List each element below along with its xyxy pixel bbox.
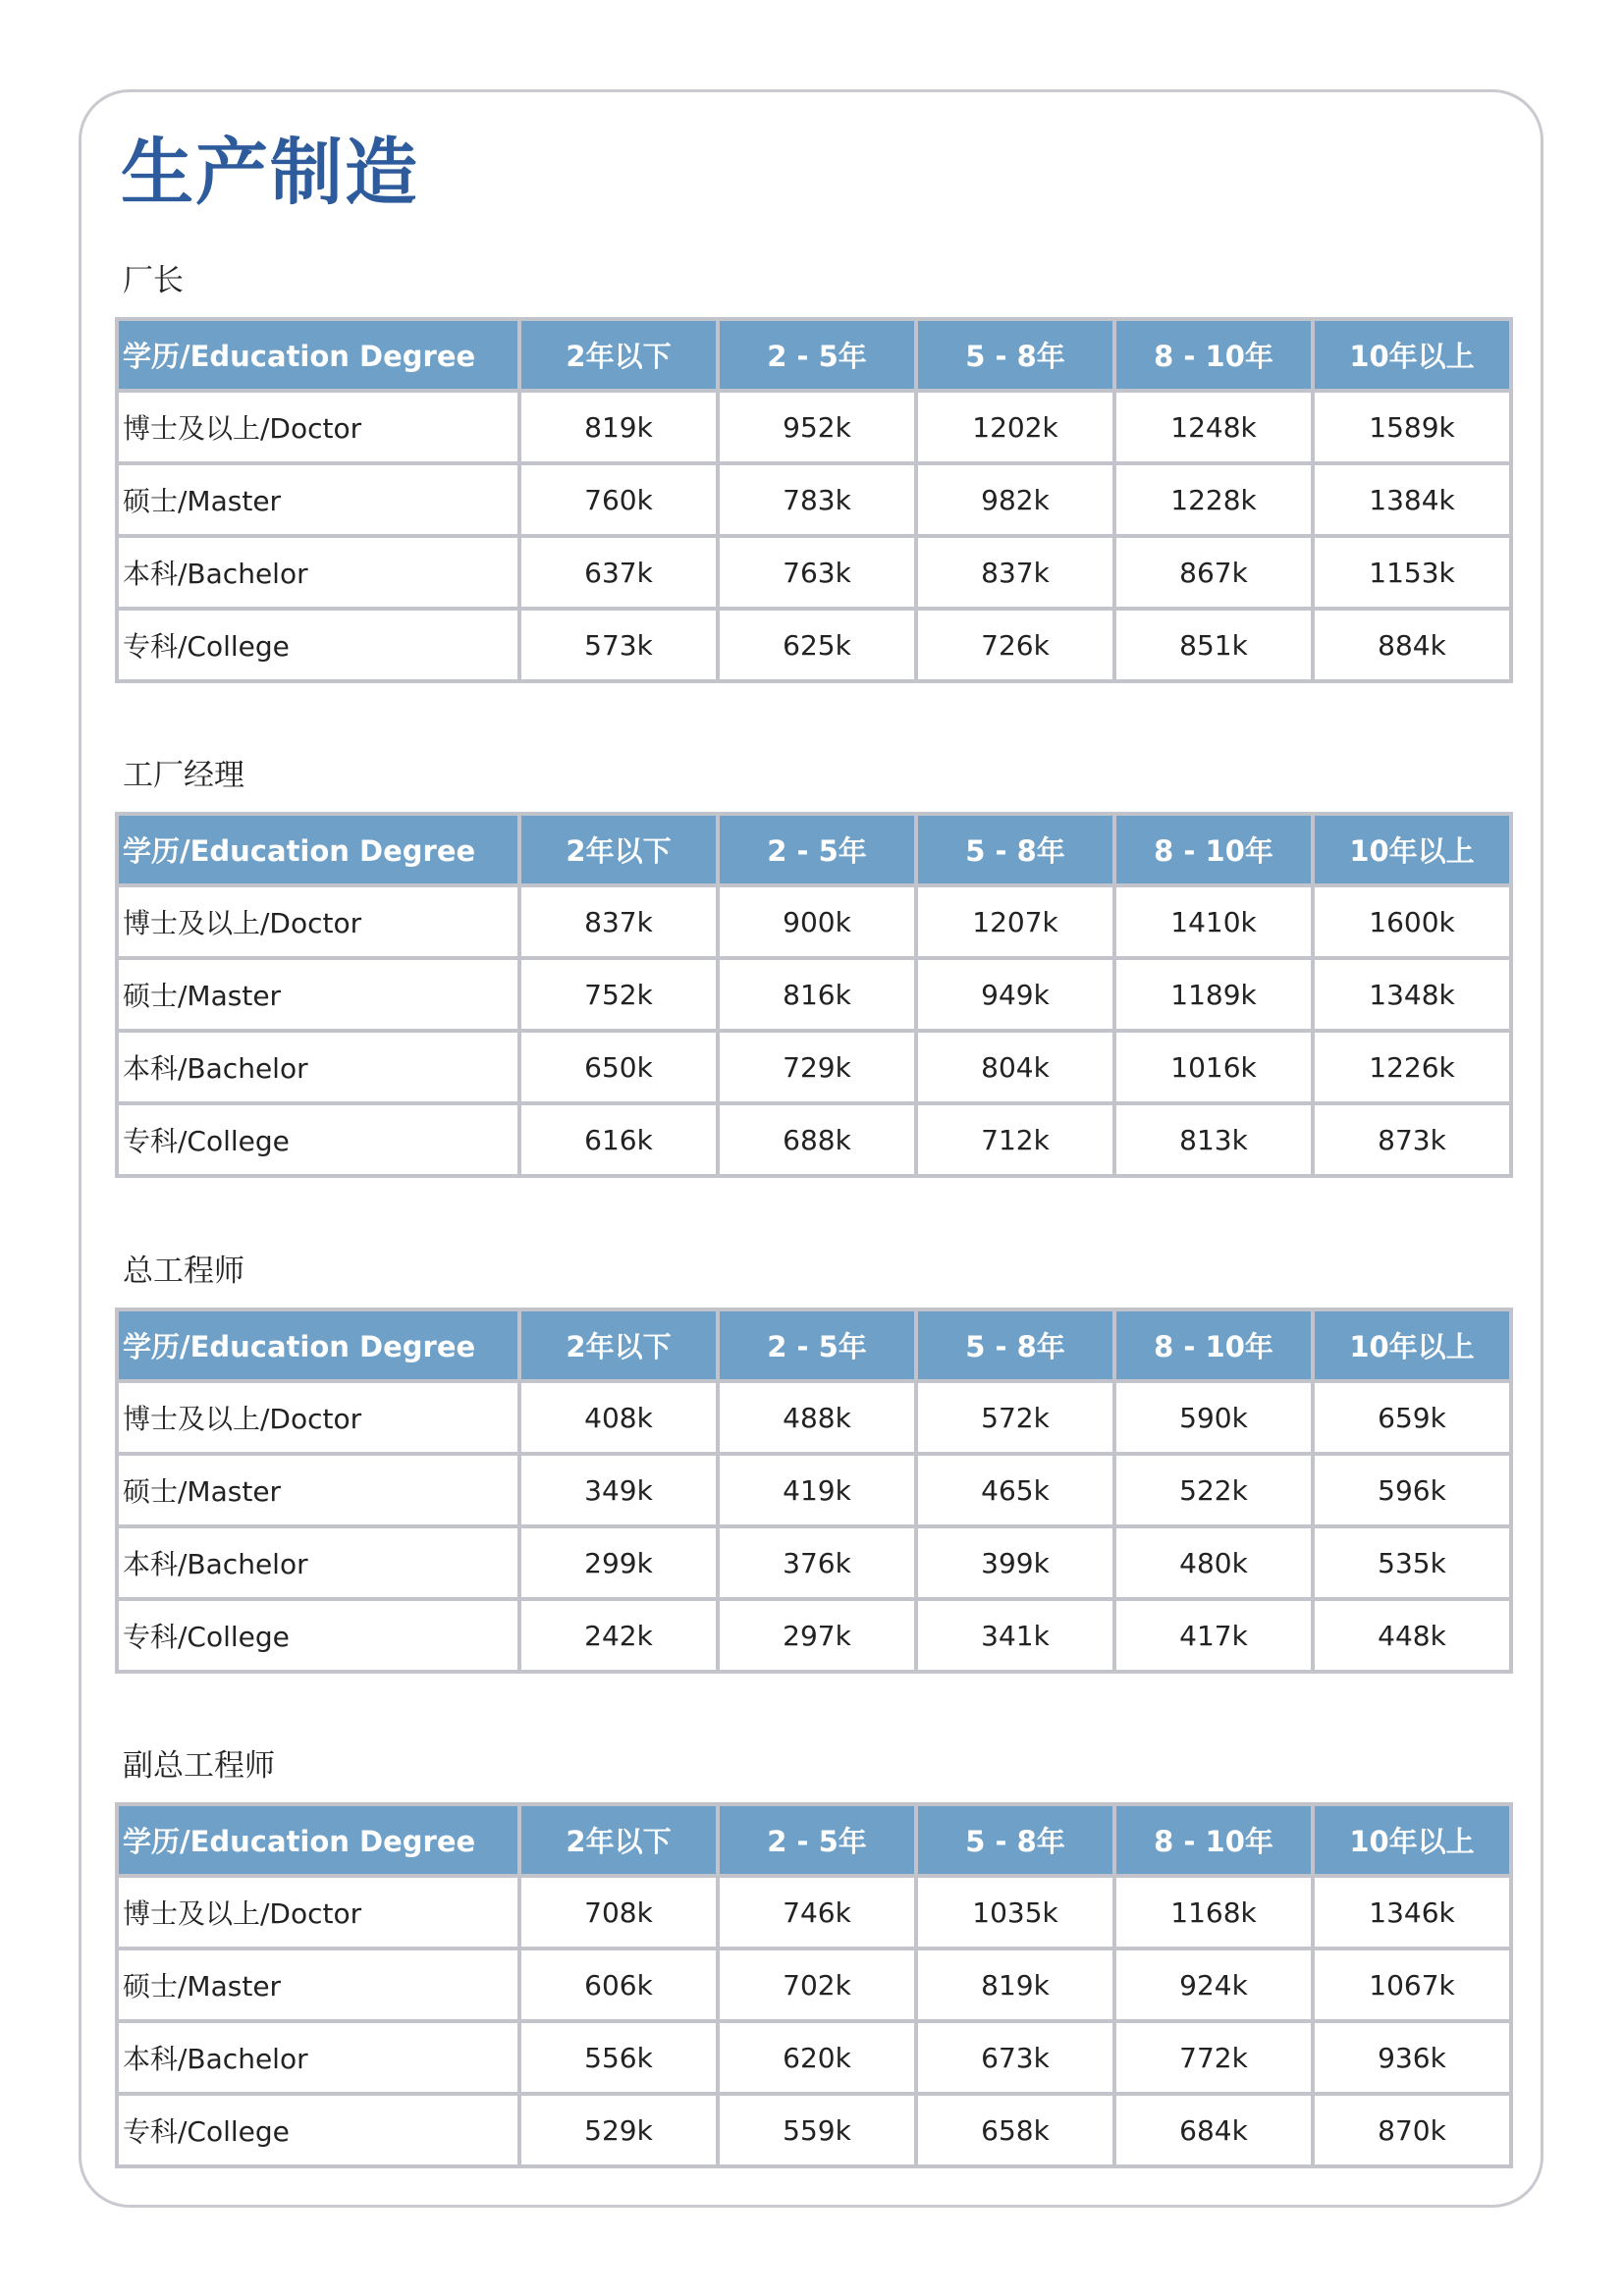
salary-cell: 620k bbox=[718, 2021, 916, 2094]
section-title: 工厂经理 bbox=[123, 758, 244, 793]
salary-cell: 729k bbox=[718, 1031, 916, 1103]
salary-cell: 1067k bbox=[1313, 1949, 1511, 2021]
table-header-row bbox=[117, 1804, 1511, 1876]
table-row bbox=[117, 391, 1511, 463]
salary-cell: 556k bbox=[519, 2021, 718, 2094]
degree-cell: 硕士/Master bbox=[117, 958, 519, 1031]
column-header: 8 - 10年 bbox=[1114, 319, 1313, 391]
column-header: 学历/Education Degree bbox=[117, 814, 519, 885]
salary-cell: 559k bbox=[718, 2094, 916, 2166]
column-header: 学历/Education Degree bbox=[117, 319, 519, 391]
table-row bbox=[117, 609, 1511, 681]
salary-cell: 1410k bbox=[1114, 885, 1313, 958]
table-row bbox=[117, 885, 1511, 958]
salary-cell: 417k bbox=[1114, 1599, 1313, 1672]
table-row bbox=[117, 463, 1511, 536]
salary-table bbox=[115, 1802, 1513, 2168]
salary-cell: 772k bbox=[1114, 2021, 1313, 2094]
degree-cell: 本科/Bachelor bbox=[117, 536, 519, 609]
salary-cell: 1600k bbox=[1313, 885, 1511, 958]
salary-cell: 341k bbox=[916, 1599, 1114, 1672]
salary-table bbox=[115, 317, 1513, 683]
table-row bbox=[117, 1031, 1511, 1103]
table-header-row bbox=[117, 1309, 1511, 1381]
degree-cell: 博士及以上/Doctor bbox=[117, 1381, 519, 1454]
salary-cell: 1168k bbox=[1114, 1876, 1313, 1949]
column-header: 2年以下 bbox=[519, 319, 718, 391]
salary-cell: 900k bbox=[718, 885, 916, 958]
salary-cell: 573k bbox=[519, 609, 718, 681]
table-header-row bbox=[117, 319, 1511, 391]
degree-cell: 本科/Bachelor bbox=[117, 1526, 519, 1599]
salary-cell: 616k bbox=[519, 1103, 718, 1176]
table-header-row bbox=[117, 814, 1511, 885]
salary-cell: 590k bbox=[1114, 1381, 1313, 1454]
salary-cell: 684k bbox=[1114, 2094, 1313, 2166]
column-header: 5 - 8年 bbox=[916, 814, 1114, 885]
column-header: 2 - 5年 bbox=[718, 1309, 916, 1381]
salary-cell: 1207k bbox=[916, 885, 1114, 958]
salary-cell: 702k bbox=[718, 1949, 916, 2021]
salary-cell: 726k bbox=[916, 609, 1114, 681]
salary-cell: 596k bbox=[1313, 1454, 1511, 1526]
salary-cell: 448k bbox=[1313, 1599, 1511, 1672]
salary-cell: 399k bbox=[916, 1526, 1114, 1599]
table-row bbox=[117, 1526, 1511, 1599]
page-title: 生产制造 bbox=[121, 131, 419, 215]
salary-cell: 637k bbox=[519, 536, 718, 609]
column-header: 10年以上 bbox=[1313, 319, 1511, 391]
column-header: 10年以上 bbox=[1313, 1804, 1511, 1876]
column-header: 10年以上 bbox=[1313, 1309, 1511, 1381]
table-row bbox=[117, 958, 1511, 1031]
salary-cell: 837k bbox=[916, 536, 1114, 609]
salary-cell: 952k bbox=[718, 391, 916, 463]
degree-cell: 专科/College bbox=[117, 2094, 519, 2166]
salary-cell: 1153k bbox=[1313, 536, 1511, 609]
salary-cell: 924k bbox=[1114, 1949, 1313, 2021]
column-header: 8 - 10年 bbox=[1114, 1309, 1313, 1381]
salary-section bbox=[115, 1748, 1511, 2168]
table-row bbox=[117, 1103, 1511, 1176]
column-header: 5 - 8年 bbox=[916, 1309, 1114, 1381]
salary-cell: 606k bbox=[519, 1949, 718, 2021]
degree-cell: 博士及以上/Doctor bbox=[117, 885, 519, 958]
salary-cell: 763k bbox=[718, 536, 916, 609]
salary-cell: 1226k bbox=[1313, 1031, 1511, 1103]
salary-cell: 949k bbox=[916, 958, 1114, 1031]
table-row bbox=[117, 536, 1511, 609]
salary-cell: 297k bbox=[718, 1599, 916, 1672]
salary-cell: 673k bbox=[916, 2021, 1114, 2094]
degree-cell: 专科/College bbox=[117, 609, 519, 681]
degree-cell: 本科/Bachelor bbox=[117, 1031, 519, 1103]
salary-cell: 1346k bbox=[1313, 1876, 1511, 1949]
salary-cell: 884k bbox=[1313, 609, 1511, 681]
salary-cell: 783k bbox=[718, 463, 916, 536]
column-header: 8 - 10年 bbox=[1114, 814, 1313, 885]
salary-cell: 819k bbox=[916, 1949, 1114, 2021]
salary-cell: 480k bbox=[1114, 1526, 1313, 1599]
salary-cell: 242k bbox=[519, 1599, 718, 1672]
table-row bbox=[117, 1949, 1511, 2021]
salary-cell: 816k bbox=[718, 958, 916, 1031]
salary-table bbox=[115, 1308, 1513, 1674]
salary-cell: 1202k bbox=[916, 391, 1114, 463]
salary-cell: 746k bbox=[718, 1876, 916, 1949]
salary-cell: 349k bbox=[519, 1454, 718, 1526]
salary-cell: 465k bbox=[916, 1454, 1114, 1526]
column-header: 学历/Education Degree bbox=[117, 1309, 519, 1381]
degree-cell: 硕士/Master bbox=[117, 463, 519, 536]
salary-cell: 658k bbox=[916, 2094, 1114, 2166]
column-header: 5 - 8年 bbox=[916, 1804, 1114, 1876]
salary-cell: 659k bbox=[1313, 1381, 1511, 1454]
section-title: 厂长 bbox=[123, 263, 184, 298]
salary-cell: 1189k bbox=[1114, 958, 1313, 1031]
salary-cell: 837k bbox=[519, 885, 718, 958]
degree-cell: 专科/College bbox=[117, 1599, 519, 1672]
salary-cell: 522k bbox=[1114, 1454, 1313, 1526]
degree-cell: 博士及以上/Doctor bbox=[117, 391, 519, 463]
salary-cell: 535k bbox=[1313, 1526, 1511, 1599]
salary-cell: 650k bbox=[519, 1031, 718, 1103]
degree-cell: 本科/Bachelor bbox=[117, 2021, 519, 2094]
table-row bbox=[117, 2021, 1511, 2094]
salary-cell: 529k bbox=[519, 2094, 718, 2166]
salary-cell: 1589k bbox=[1313, 391, 1511, 463]
column-header: 5 - 8年 bbox=[916, 319, 1114, 391]
salary-section bbox=[115, 1254, 1511, 1674]
degree-cell: 硕士/Master bbox=[117, 1949, 519, 2021]
salary-cell: 1016k bbox=[1114, 1031, 1313, 1103]
salary-cell: 376k bbox=[718, 1526, 916, 1599]
section-title: 总工程师 bbox=[123, 1254, 244, 1289]
degree-cell: 博士及以上/Doctor bbox=[117, 1876, 519, 1949]
column-header: 2年以下 bbox=[519, 1804, 718, 1876]
salary-cell: 1248k bbox=[1114, 391, 1313, 463]
salary-section bbox=[115, 263, 1511, 683]
salary-cell: 936k bbox=[1313, 2021, 1511, 2094]
column-header: 2 - 5年 bbox=[718, 814, 916, 885]
salary-cell: 819k bbox=[519, 391, 718, 463]
salary-cell: 851k bbox=[1114, 609, 1313, 681]
salary-cell: 1348k bbox=[1313, 958, 1511, 1031]
table-row bbox=[117, 1876, 1511, 1949]
salary-cell: 752k bbox=[519, 958, 718, 1031]
salary-cell: 625k bbox=[718, 609, 916, 681]
salary-cell: 804k bbox=[916, 1031, 1114, 1103]
column-header: 2 - 5年 bbox=[718, 319, 916, 391]
table-row bbox=[117, 2094, 1511, 2166]
degree-cell: 专科/College bbox=[117, 1103, 519, 1176]
salary-cell: 419k bbox=[718, 1454, 916, 1526]
salary-cell: 870k bbox=[1313, 2094, 1511, 2166]
table-row bbox=[117, 1381, 1511, 1454]
column-header: 学历/Education Degree bbox=[117, 1804, 519, 1876]
column-header: 2年以下 bbox=[519, 814, 718, 885]
salary-cell: 760k bbox=[519, 463, 718, 536]
table-row bbox=[117, 1599, 1511, 1672]
section-title: 副总工程师 bbox=[123, 1748, 275, 1784]
salary-cell: 873k bbox=[1313, 1103, 1511, 1176]
salary-cell: 299k bbox=[519, 1526, 718, 1599]
salary-cell: 813k bbox=[1114, 1103, 1313, 1176]
salary-cell: 488k bbox=[718, 1381, 916, 1454]
table-row bbox=[117, 1454, 1511, 1526]
salary-cell: 708k bbox=[519, 1876, 718, 1949]
column-header: 2 - 5年 bbox=[718, 1804, 916, 1876]
column-header: 2年以下 bbox=[519, 1309, 718, 1381]
column-header: 10年以上 bbox=[1313, 814, 1511, 885]
salary-cell: 1228k bbox=[1114, 463, 1313, 536]
salary-cell: 982k bbox=[916, 463, 1114, 536]
salary-cell: 712k bbox=[916, 1103, 1114, 1176]
salary-cell: 572k bbox=[916, 1381, 1114, 1454]
degree-cell: 硕士/Master bbox=[117, 1454, 519, 1526]
salary-cell: 1035k bbox=[916, 1876, 1114, 1949]
salary-section bbox=[115, 758, 1511, 1178]
salary-cell: 1384k bbox=[1313, 463, 1511, 536]
salary-cell: 408k bbox=[519, 1381, 718, 1454]
column-header: 8 - 10年 bbox=[1114, 1804, 1313, 1876]
salary-cell: 867k bbox=[1114, 536, 1313, 609]
salary-cell: 688k bbox=[718, 1103, 916, 1176]
salary-table bbox=[115, 812, 1513, 1178]
